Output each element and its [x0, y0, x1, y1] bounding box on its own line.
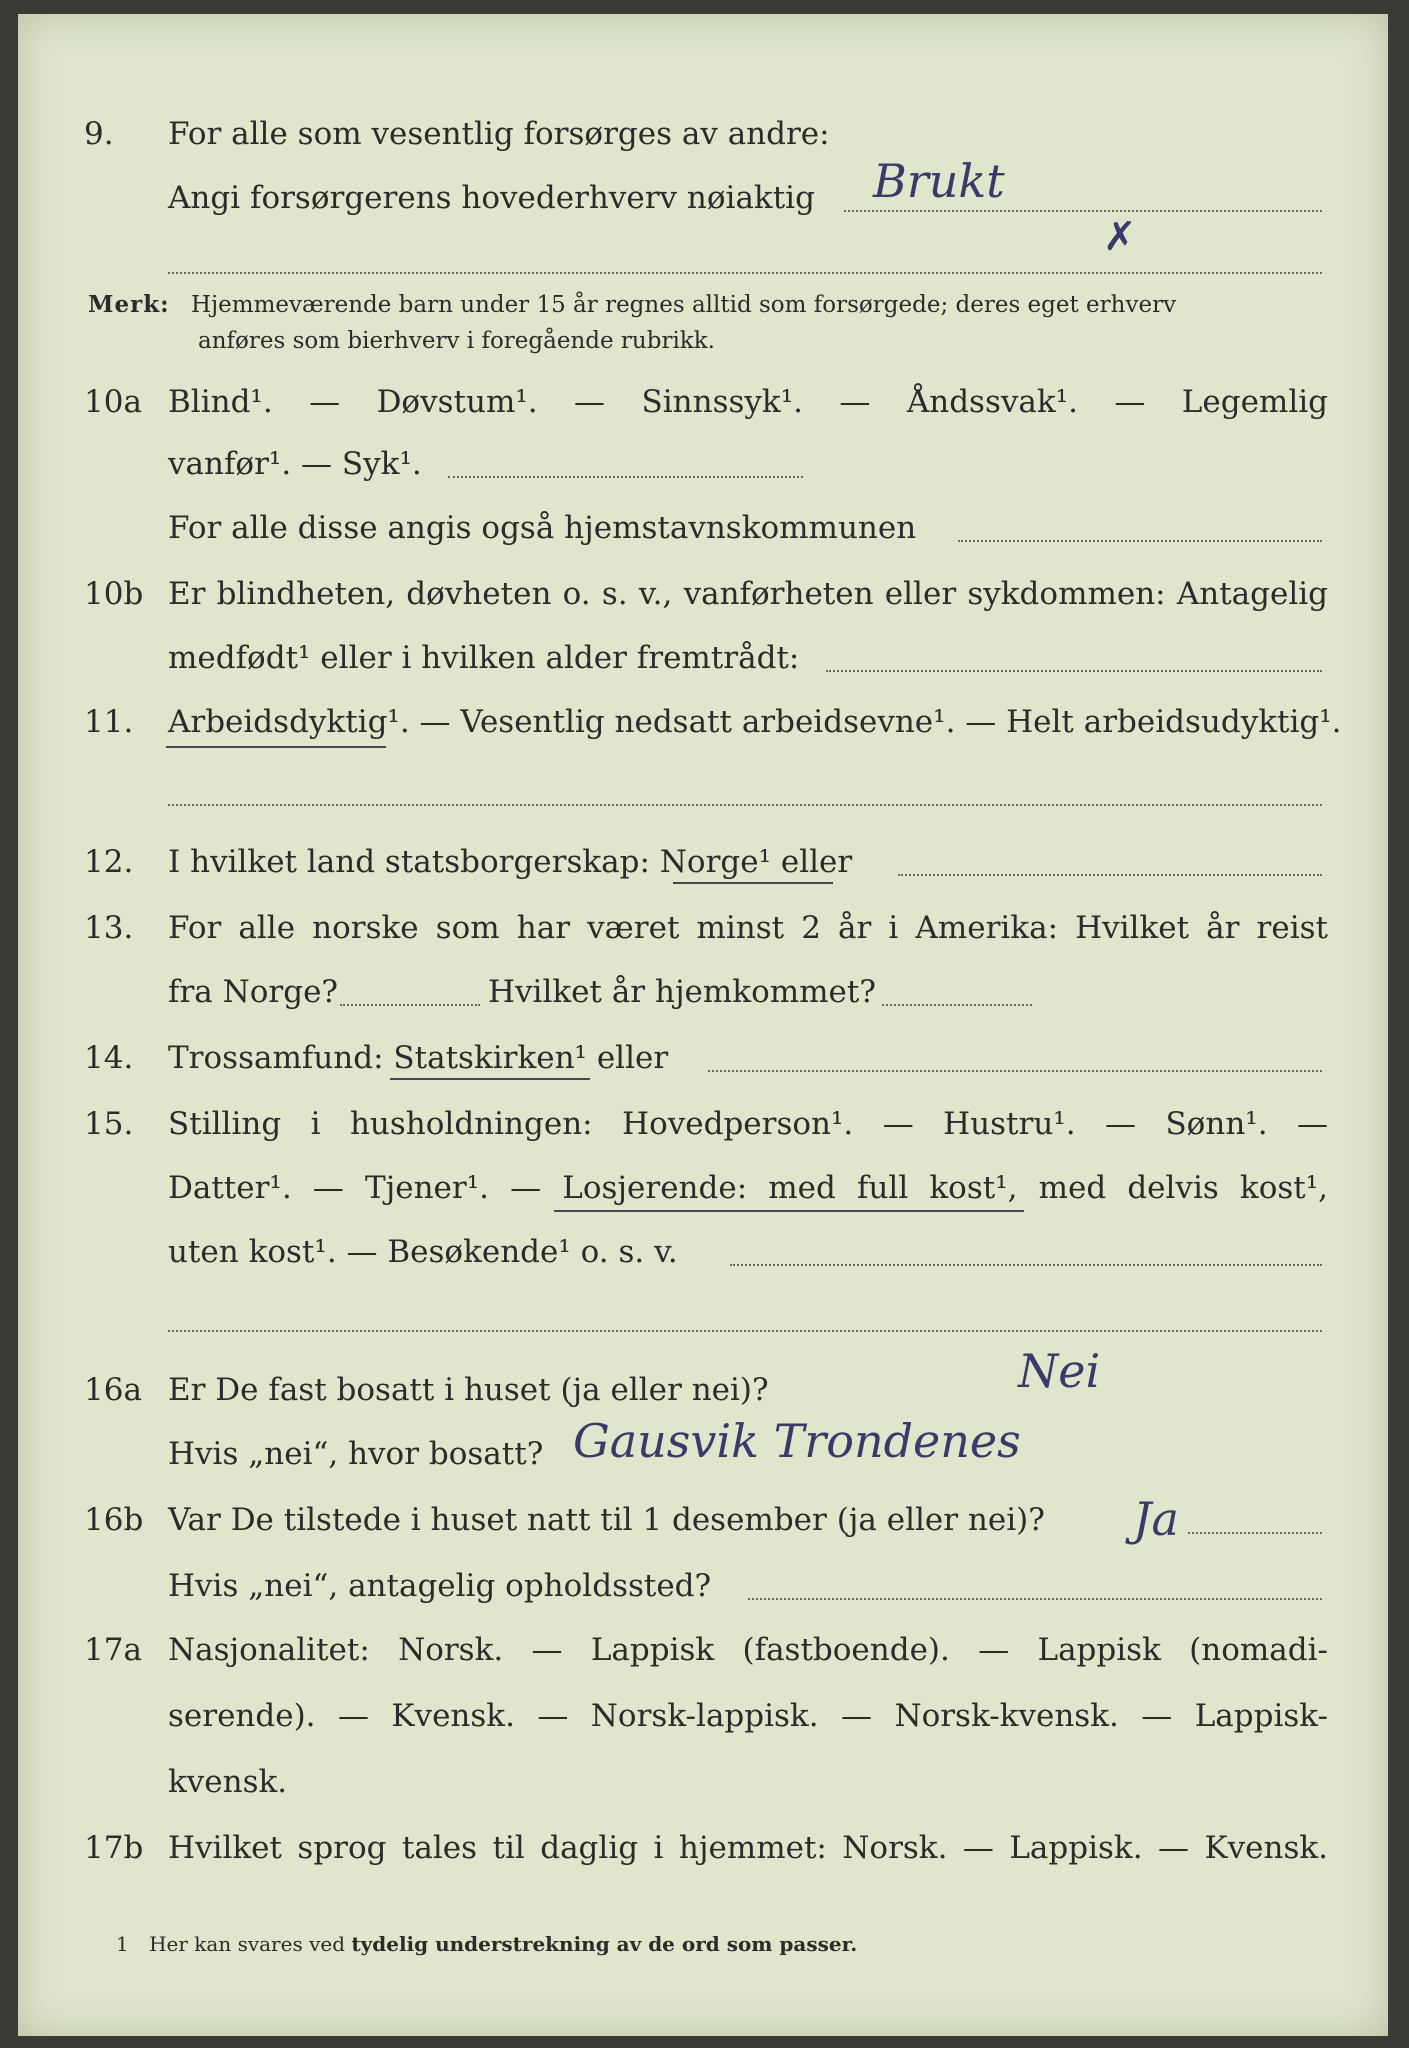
- note-label: Merk:: [88, 291, 170, 318]
- handwritten-answer: Nei: [1018, 1344, 1101, 1398]
- question-text: Hvilket sprog tales til daglig i hjemmet: Norsk. — Lappisk. — Kvensk.: [168, 1830, 1328, 1866]
- question-text: Var De tilstede i huset natt til 1 desember (ja eller nei)?: [168, 1502, 1045, 1538]
- question-number: 16b: [84, 1502, 144, 1538]
- question-number: 14.: [84, 1040, 134, 1076]
- question-text: Stilling i husholdningen: Hovedperson¹. — Hustru¹. — Sønn¹. —: [168, 1106, 1328, 1142]
- question-text: Er blindheten, døvheten o. s. v., vanførheten eller sykdommen: Antagelig: [168, 576, 1328, 612]
- question-text: Nasjonalitet: Norsk. — Lappisk (fastboende). — Lappisk (nomadi-: [168, 1632, 1328, 1668]
- question-text: For alle som vesentlig forsørges av andre:: [168, 116, 830, 152]
- handwritten-answer: Brukt: [873, 154, 1005, 208]
- question-text-b: Hvilket år hjemkommet?: [488, 974, 876, 1010]
- answer-line: [340, 1004, 480, 1006]
- question-text: Angi forsørgerens hovederhverv nøiaktig: [168, 180, 815, 216]
- note-row-1: [88, 288, 1176, 322]
- question-text: Blind¹. — Døvstum¹. — Sinnssyk¹. — Åndssvak¹. — Legemlig: [168, 384, 1328, 420]
- footnote-text-a: Her kan svares ved: [149, 1932, 352, 1956]
- question-text: vanfør¹. — Syk¹.: [168, 446, 422, 482]
- question-number: 13.: [84, 910, 134, 946]
- question-number: 17a: [84, 1632, 142, 1668]
- answer-line: [882, 1004, 1032, 1006]
- question-text: uten kost¹. — Besøkende¹ o. s. v.: [168, 1234, 678, 1270]
- note-text: Hjemmeværende barn under 15 år regnes alltid som forsørgede; deres eget erhverv: [190, 292, 1177, 318]
- question-text: kvensk.: [168, 1764, 288, 1800]
- question-text: I hvilket land statsborgerskap: Norge¹ eller: [168, 844, 853, 880]
- question-number: 17b: [84, 1830, 144, 1866]
- answer-line: [898, 874, 1322, 876]
- answer-line: [448, 476, 803, 478]
- question-text: medfødt¹ eller i hvilken alder fremtrådt:: [168, 640, 800, 676]
- handwritten-underline: [554, 1210, 1024, 1212]
- question-text: For alle disse angis også hjemstavnskommunen: [168, 510, 917, 546]
- question-number: 16a: [84, 1372, 142, 1408]
- answer-line: [168, 272, 1322, 274]
- footnote-text-b: tydelig understrekning av de ord som passer.: [351, 1932, 858, 1956]
- question-text: Arbeidsdyktig¹. — Vesentlig nedsatt arbeidsevne¹. — Helt arbeidsudyktig¹.: [168, 704, 1342, 740]
- answer-line: [826, 670, 1322, 672]
- question-text: Hvis „nei“, antagelig opholdssted?: [168, 1568, 712, 1604]
- question-text: Hvis „nei“, hvor bosatt?: [168, 1436, 544, 1472]
- question-text: Er De fast bosatt i huset (ja eller nei)?: [168, 1372, 769, 1408]
- handwritten-underline: [673, 882, 833, 884]
- question-number: 10b: [84, 576, 144, 612]
- census-form-page: [18, 14, 1388, 2036]
- question-number: 9.: [84, 116, 114, 152]
- answer-line: [1188, 1532, 1322, 1534]
- question-text: Trossamfund: Statskirken¹ eller: [168, 1040, 669, 1076]
- question-number: 15.: [84, 1106, 134, 1142]
- answer-line: [748, 1598, 1322, 1600]
- footnote: [116, 1932, 857, 1956]
- question-text: For alle norske som har været minst 2 år i Amerika: Hvilket år reist: [168, 910, 1328, 946]
- question-text: serende). — Kvensk. — Norsk-lappisk. — Norsk-kvensk. — Lappisk-: [168, 1698, 1328, 1734]
- note-text: anføres som bierhverv i foregående rubrikk.: [198, 328, 715, 354]
- handwritten-underline: [390, 1078, 590, 1080]
- question-text: Datter¹. — Tjener¹. — Losjerende: med full kost¹, med delvis kost¹,: [168, 1170, 1328, 1206]
- handwritten-underline: [166, 746, 386, 748]
- answer-line: [958, 540, 1322, 542]
- answer-line: [708, 1070, 1322, 1072]
- handwritten-answer: Ja: [1133, 1492, 1179, 1546]
- note-row-2: [198, 324, 715, 358]
- question-number: 11.: [84, 704, 134, 740]
- answer-line: [730, 1264, 1322, 1266]
- handwritten-answer: Gausvik Trondenes: [573, 1414, 1021, 1468]
- question-text-a: fra Norge?: [168, 974, 339, 1010]
- answer-line: [844, 210, 1322, 212]
- footnote-mark: 1: [116, 1932, 129, 1956]
- question-number: 10a: [84, 384, 142, 420]
- answer-line: [168, 804, 1322, 806]
- question-number: 12.: [84, 844, 134, 880]
- answer-line: [168, 1330, 1322, 1332]
- check-mark: ✗: [1103, 214, 1137, 260]
